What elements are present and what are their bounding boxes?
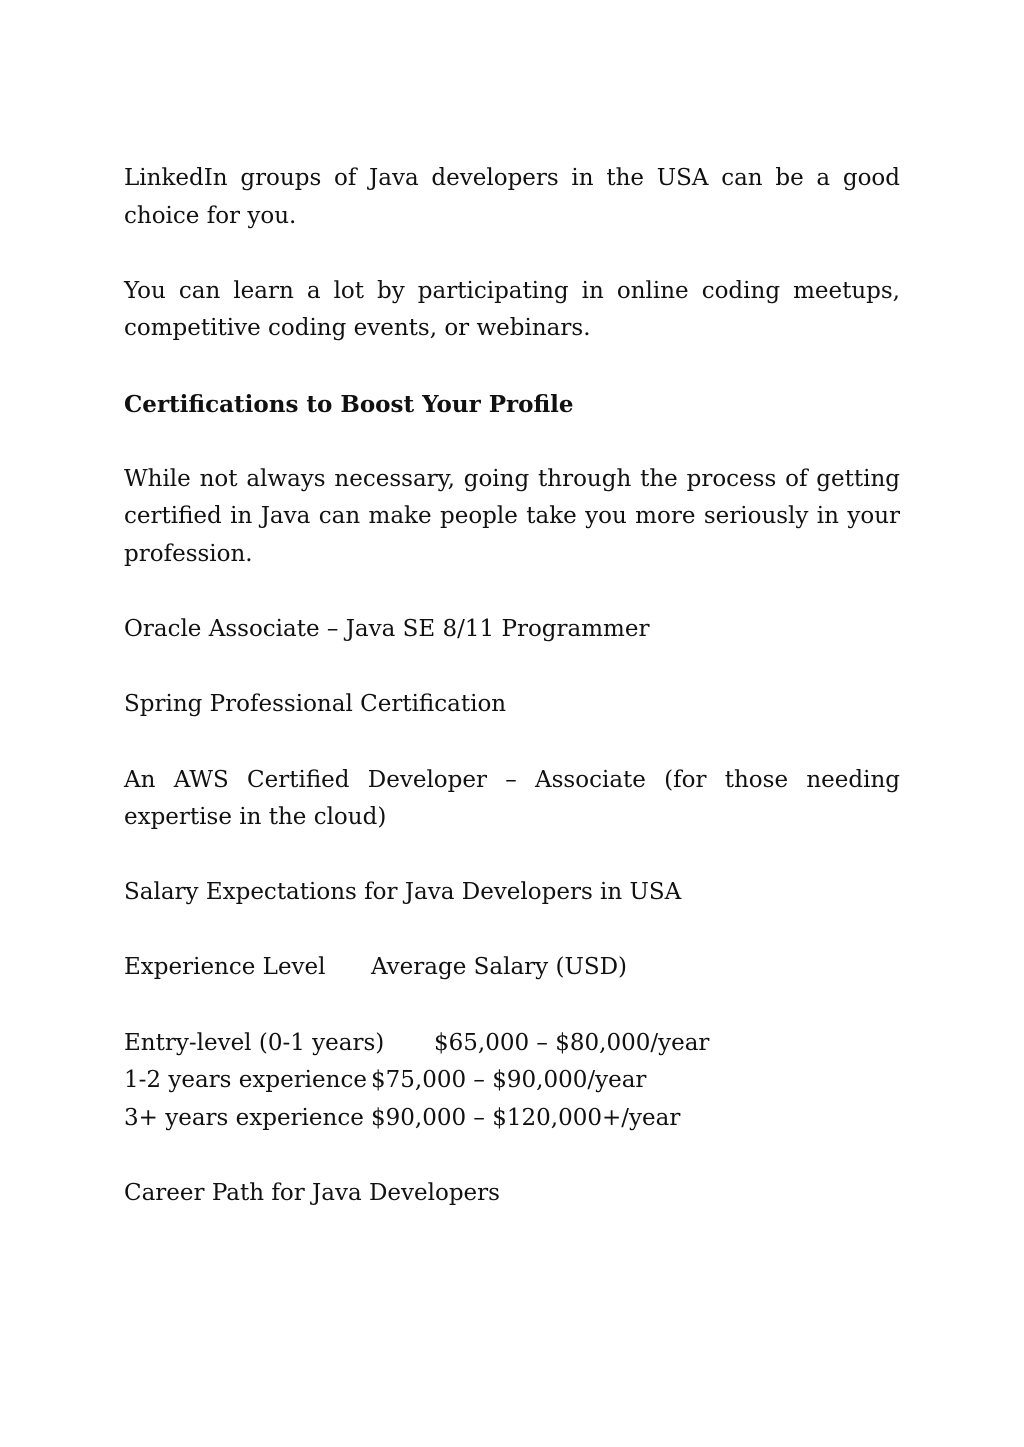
table-cell: Entry-level (0-1 years)	[124, 1029, 385, 1056]
paragraph-online-meetups: You can learn a lot by participating in online coding meetups, competitive coding events, or webinars.	[124, 277, 900, 342]
certification-item-oracle: Oracle Associate – Java SE 8/11 Programmer	[124, 616, 650, 643]
paragraph-linkedin-groups: LinkedIn groups of Java developers in the USA can be a good choice for you.	[124, 165, 900, 229]
table-cell: 1-2 years experience	[124, 1067, 367, 1094]
table-cell: $75,000 – $90,000/year	[371, 1067, 647, 1094]
certification-item-spring: Spring Professional Certification	[124, 691, 507, 718]
table-header-cell: Average Salary (USD)	[371, 954, 627, 981]
table-cell: 3+ years experience	[124, 1104, 364, 1131]
paragraph-certification-intro: While not always necessary, going through the process of getting certified in Java can make people take you more seriously in your profession.	[124, 465, 900, 567]
table-row	[124, 1100, 900, 1138]
document-page	[124, 160, 900, 1250]
table-row	[124, 1062, 900, 1100]
salary-table-header	[124, 949, 900, 987]
section-heading-certifications: Certifications to Boost Your Profile	[124, 390, 574, 418]
table-cell: $90,000 – $120,000+/year	[371, 1104, 681, 1131]
section-heading-career-path: Career Path for Java Developers	[124, 1180, 500, 1207]
certification-item-aws: An AWS Certified Developer – Associate (for those needing expertise in the cloud)	[124, 766, 900, 831]
section-heading-salary: Salary Expectations for Java Developers in USA	[124, 879, 682, 906]
table-header-cell: Experience Level	[124, 954, 326, 981]
table-header-row	[124, 949, 900, 987]
table-row	[124, 1025, 900, 1063]
salary-table-body	[124, 1025, 900, 1138]
table-cell: $65,000 – $80,000/year	[434, 1029, 710, 1056]
